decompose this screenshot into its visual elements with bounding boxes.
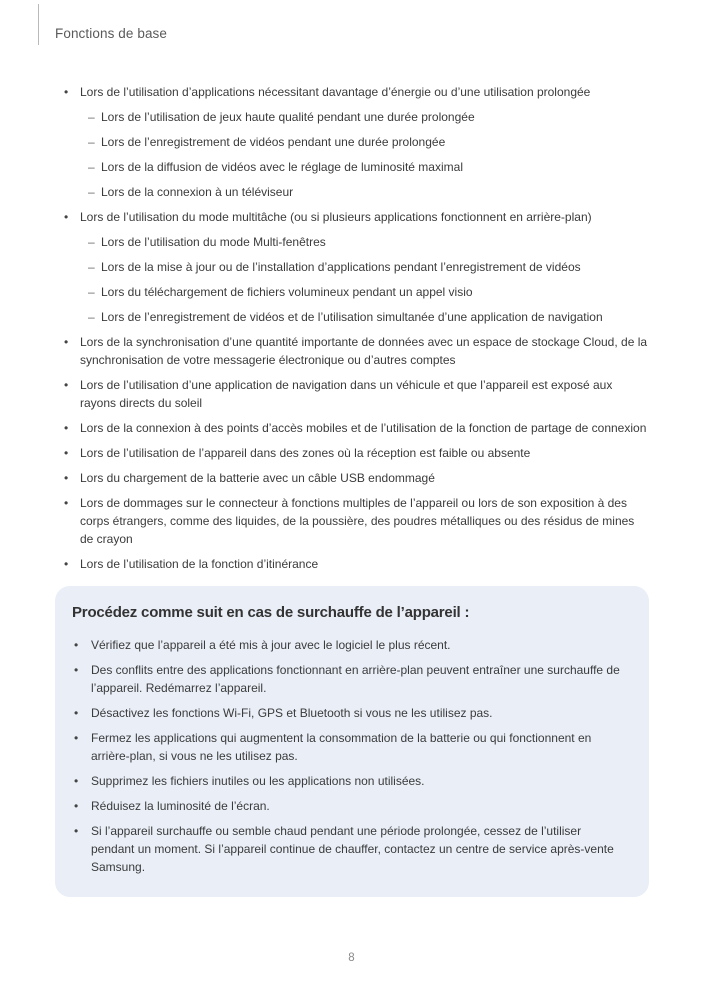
list-item	[64, 444, 649, 462]
bullet-marker: •	[74, 663, 79, 677]
warning-list-item	[72, 704, 625, 722]
page-number: 8	[348, 952, 355, 964]
list-item	[64, 494, 649, 548]
section-title: Fonctions de base	[55, 26, 168, 41]
sub-list-item	[88, 183, 649, 201]
warning-list-item	[72, 661, 625, 697]
dash-marker: –	[88, 235, 95, 249]
dash-marker: –	[88, 185, 95, 199]
list-item	[64, 555, 649, 573]
sub-item-text: Lors de la connexion à un téléviseur	[101, 185, 294, 199]
bullet-marker: •	[74, 706, 79, 720]
sub-list-item	[88, 308, 649, 326]
dash-marker: –	[88, 160, 95, 174]
warning-box-title: Procédez comme suit en cas de surchauffe de l’appareil :	[72, 604, 470, 621]
bullet-marker: •	[64, 496, 69, 510]
sub-item-text: Lors de la mise à jour ou de l’installation d’applications pendant l’enregistrement de vidéos	[101, 260, 581, 274]
sub-list-item	[88, 133, 649, 151]
list-item-text: Lors de l’utilisation de l’appareil dans des zones où la réception est faible ou absente	[80, 446, 531, 460]
sub-list-item	[88, 258, 649, 276]
warning-item-text: Supprimez les fichiers inutiles ou les applications non utilisées.	[91, 774, 425, 788]
sub-list-item	[88, 283, 649, 301]
warning-list-item	[72, 772, 625, 790]
list-item-text: Lors de dommages sur le connecteur à fonctions multiples de l’appareil ou lors de son exposition à des corps étrangers, comme des liquides, de la poussière, des poudres métalliques ou des résidus de mines de crayon	[80, 496, 635, 546]
dash-marker: –	[88, 285, 95, 299]
overheat-causes-list	[55, 83, 649, 573]
sub-item-text: Lors de l’utilisation de jeux haute qualité pendant une durée prolongée	[101, 110, 475, 124]
list-item-body	[80, 208, 649, 326]
warning-item-text: Désactivez les fonctions Wi-Fi, GPS et Bluetooth si vous ne les utilisez pas.	[91, 706, 493, 720]
list-item-text: Lors de la connexion à des points d’accès mobiles et de l’utilisation de la fonction de partage de connexion	[80, 421, 647, 435]
list-item	[64, 376, 649, 412]
list-item-text: Lors du chargement de la batterie avec un câble USB endommagé	[80, 471, 435, 485]
list-item	[64, 469, 649, 487]
bullet-marker: •	[74, 774, 79, 788]
sub-list	[80, 108, 649, 201]
warning-list	[72, 636, 625, 876]
sub-list-item	[88, 108, 649, 126]
bullet-marker: •	[64, 421, 69, 435]
warning-item-text: Fermez les applications qui augmentent la consommation de la batterie ou qui fonctionnent en arrière-plan, si vous ne les utilisez pas.	[91, 731, 592, 763]
sub-item-text: Lors de la diffusion de vidéos avec le réglage de luminosité maximal	[101, 160, 463, 174]
bullet-marker: •	[64, 85, 69, 99]
bullet-marker: •	[64, 446, 69, 460]
bullet-marker: •	[64, 557, 69, 571]
warning-list-item	[72, 729, 625, 765]
warning-list-item	[72, 822, 625, 876]
warning-item-text: Réduisez la luminosité de l’écran.	[91, 799, 270, 813]
sub-item-text: Lors de l’utilisation du mode Multi-fenêtres	[101, 235, 326, 249]
sub-list-item	[88, 158, 649, 176]
dash-marker: –	[88, 110, 95, 124]
bullet-marker: •	[64, 335, 69, 349]
section-rule-divider	[38, 4, 39, 45]
warning-list-item	[72, 797, 625, 815]
page-content	[55, 83, 649, 897]
bullet-marker: •	[74, 824, 79, 838]
list-item-text: Lors de la synchronisation d’une quantité importante de données avec un espace de stockage Cloud, de la synchronisation de votre messagerie électronique ou d’autres comptes	[80, 335, 648, 367]
list-item-text: Lors de l’utilisation d’applications nécessitant davantage d’énergie ou d’une utilisation prolongée	[80, 85, 591, 99]
sub-list	[80, 233, 649, 326]
list-item-text: Lors de l’utilisation d’une application de navigation dans un véhicule et que l’appareil est exposé aux rayons directs du soleil	[80, 378, 613, 410]
dash-marker: –	[88, 135, 95, 149]
bullet-marker: •	[64, 210, 69, 224]
dash-marker: –	[88, 260, 95, 274]
warning-list-item	[72, 636, 625, 654]
list-item	[64, 333, 649, 369]
sub-list-item	[88, 233, 649, 251]
list-item-body	[80, 83, 649, 201]
list-item	[64, 83, 649, 201]
overheat-warning-box	[55, 586, 649, 897]
list-item-text: Lors de l’utilisation de la fonction d’itinérance	[80, 557, 319, 571]
bullet-marker: •	[64, 471, 69, 485]
list-item	[64, 419, 649, 437]
bullet-marker: •	[74, 731, 79, 745]
warning-item-text: Des conflits entre des applications fonctionnant en arrière-plan peuvent entraîner une surchauffe de l’appareil. Redémarrez l’appareil.	[91, 663, 620, 695]
bullet-marker: •	[64, 378, 69, 392]
sub-item-text: Lors du téléchargement de fichiers volumineux pendant un appel visio	[101, 285, 473, 299]
warning-item-text: Vérifiez que l’appareil a été mis à jour avec le logiciel le plus récent.	[91, 638, 451, 652]
bullet-marker: •	[74, 638, 79, 652]
sub-item-text: Lors de l’enregistrement de vidéos pendant une durée prolongée	[101, 135, 446, 149]
warning-item-text: Si l’appareil surchauffe ou semble chaud pendant une période prolongée, cessez de l’utiliser pendant un moment. Si l’appareil continue de chauffer, contactez un centre de service après-vente Samsung.	[91, 824, 614, 874]
bullet-marker: •	[74, 799, 79, 813]
dash-marker: –	[88, 310, 95, 324]
list-item	[64, 208, 649, 326]
sub-item-text: Lors de l’enregistrement de vidéos et de l’utilisation simultanée d’une application de navigation	[101, 310, 603, 324]
list-item-text: Lors de l’utilisation du mode multitâche (ou si plusieurs applications fonctionnent en arrière-plan)	[80, 210, 592, 224]
